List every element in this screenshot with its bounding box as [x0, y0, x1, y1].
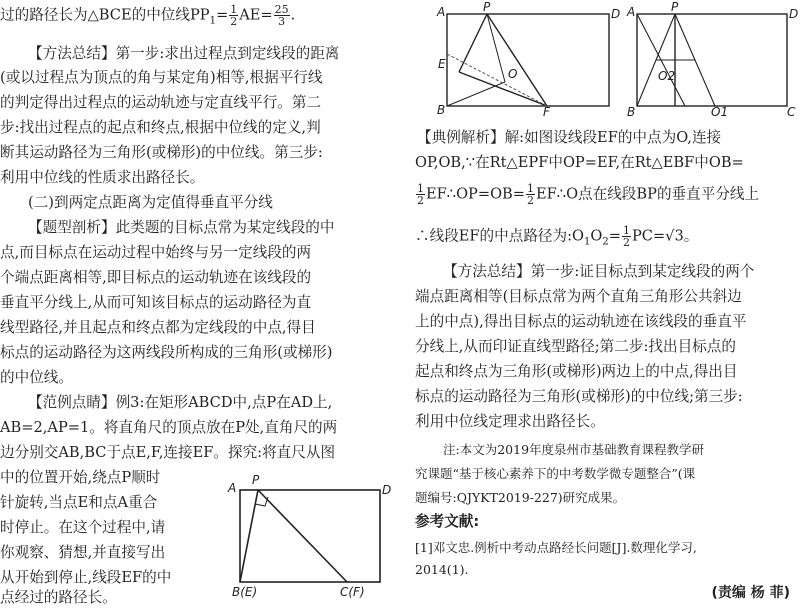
label-p: P [483, 2, 491, 14]
editor-credit: (责编 杨 菲) [711, 585, 790, 601]
note-line: 题编号:QJYKT2019-227)研究成果。 [415, 490, 626, 505]
fraction [274, 4, 290, 27]
ruler-edge [487, 14, 547, 106]
label-e: E [438, 57, 446, 71]
figure-rectangle-abcd [222, 472, 392, 602]
solution-result-line [415, 225, 698, 252]
analysis-line: 标点的运动路径为这两线段所构成的三角形(或梯形) [0, 344, 333, 361]
method-summary-line: 分线上,从而印证直线型路径;第二步:找出目标点的 [415, 338, 736, 355]
example-line: 中的位置开始,绕点P顺时 [0, 469, 161, 486]
denominator: 3 [278, 15, 286, 28]
fraction [229, 4, 238, 27]
method-summary-line: 端点距离相等(目标点常为两个直角三角形公共斜边 [415, 288, 742, 305]
text: AE= [239, 6, 273, 24]
denominator: 2 [622, 236, 630, 249]
numerator: 1 [417, 182, 424, 195]
method-summary-line: 的判定得出过程点的运动轨迹与定直线平行。第二 [0, 94, 322, 111]
note-line: 注:本文为2019年度泉州市基础教育课程教学研 [443, 442, 705, 457]
text: EF∴O点在线段BP的垂直平分线上 [536, 185, 760, 203]
label-b-e: B(E) [232, 585, 258, 599]
analysis-line: 个端点距离相等,即目标点的运动轨迹在该线段的 [0, 269, 312, 286]
section-heading: (二)到两定点距离为定值得垂直平分线 [28, 194, 273, 211]
label-p: P [252, 473, 260, 487]
reference-item: 2014(1). [415, 562, 469, 577]
label-d: D [789, 7, 799, 21]
label-d: D [611, 7, 620, 21]
reference-item: [1]邓文忠.例析中考动点路经长问题[J].数理化学习, [415, 540, 697, 555]
solution-line: 【典例解析】解:如图设线段EF的中点为O,连接 [417, 129, 722, 146]
method-summary-line: 【方法总结】第一步:求出过程点到定线段的距离 [28, 45, 340, 62]
example-line: 时停止。在这个过程中,请 [0, 519, 166, 536]
subscript: 2 [602, 236, 609, 248]
label-p: P [671, 2, 679, 14]
denominator: 2 [417, 194, 424, 207]
rectangle-outline [447, 14, 609, 106]
numerator: 25 [274, 3, 289, 16]
text: . [290, 6, 296, 24]
numerator: 1 [527, 182, 534, 195]
analysis-line: 点,而目标点在运动过程中始终与另一定线段的两 [0, 244, 312, 261]
auxiliary-line [447, 54, 547, 106]
label-b: B [627, 105, 636, 117]
label-a: A [627, 5, 636, 19]
method-summary-line: 【方法总结】第一步:证目标点到某定线段的两个 [443, 263, 755, 280]
analysis-line: 的中位线。 [0, 369, 73, 386]
label-c-f: C(F) [340, 585, 365, 599]
analysis-line: 【题型剖析】此类题的目标点常为某定线段的中 [28, 219, 335, 236]
ruler-edge-pf [258, 490, 347, 582]
method-summary-line: 步:找出过程点的起点和终点,根据中位线的定义,判 [0, 119, 321, 136]
label-o: O [508, 67, 518, 81]
figure-midpoint-path [625, 2, 800, 117]
label-d: D [382, 483, 392, 497]
text: O [590, 227, 603, 245]
subscript: 1 [584, 236, 591, 248]
denominator: 2 [527, 194, 534, 207]
method-summary-line: (或以过程点为顶点的角与某定角)相等,根据平行线 [0, 69, 323, 86]
segment-bo [447, 82, 505, 106]
solution-line: OP,OB,∵在Rt△EPF中OP=EF,在Rt△EBF中OB= [415, 154, 744, 171]
numerator: 1 [622, 224, 630, 237]
denominator: 2 [230, 15, 238, 28]
analysis-line: 线型路径,并且起点和终点都为定线段的中点,得目 [0, 319, 316, 336]
figure-ruler-rotation [435, 2, 620, 117]
solution-line-fractions [415, 183, 759, 206]
text: = [608, 227, 621, 245]
example-line: 针旋转,当点E和点A重合 [0, 494, 158, 511]
label-f: F [543, 105, 550, 117]
label-c: C [787, 105, 796, 117]
text: ∴线段EF的中点路径为:O [415, 227, 585, 245]
note-line: 究课题“基于核心素养下的中考数学微专题整合”(课 [415, 466, 696, 481]
method-summary-line: 断其运动路径为三角形(或梯形)的中位线。第三步: [0, 144, 323, 161]
segment-po [487, 14, 505, 82]
fraction [622, 225, 631, 248]
rectangle-outline [240, 490, 380, 582]
label-a: A [228, 481, 237, 495]
analysis-line: 垂直平分线上,从而可知该目标点的运动路径为直 [0, 294, 312, 311]
line-midline-result [0, 4, 295, 31]
fraction [416, 183, 425, 206]
example-line: 边分别交AB,BC于点E,F,连接EF。探究:将直尺从图 [0, 444, 336, 461]
example-line: 你观察、猜想,并直接写出 [0, 544, 166, 561]
label-a: A [437, 5, 446, 19]
text: 过的路径长为△BCE的中位线PP [0, 6, 210, 24]
label-b: B [437, 103, 446, 117]
text: = [216, 6, 229, 24]
ruler-edge [459, 14, 487, 72]
method-summary-line: 起点和终点为三角形(或梯形)两边上的中点,得出目 [415, 363, 738, 380]
label-o1: O1 [711, 105, 729, 117]
example-line: 【范例点睛】例3:在矩形ABCD中,点P在AD上, [28, 394, 333, 411]
segment-ef [459, 72, 547, 106]
text: EF∴OP=OB= [426, 185, 525, 203]
text: PC=√3。 [631, 227, 699, 245]
example-line: 点经过的路径长。 [0, 589, 117, 606]
method-summary-line: 上的中点),得出目标点的运动轨迹在该线段的垂直平 [415, 313, 747, 330]
subscript: 1 [209, 15, 216, 27]
example-line: 从开始到停止,线段EF的中 [0, 569, 172, 586]
fraction [526, 183, 535, 206]
method-summary-line: 利用中位线的性质求出路径长。 [0, 169, 205, 186]
method-summary-line: 利用中位线定理求出路径长。 [415, 413, 605, 430]
method-summary-line: 标点的运动路径为三角形(或梯形)的中位线;第三步: [415, 388, 743, 405]
example-line: AB=2,AP=1。将直角尺的顶点放在P处,直角尺的两 [0, 419, 338, 436]
numerator: 1 [230, 3, 238, 16]
label-o2: O2 [658, 69, 676, 83]
references-heading: 参考文献: [415, 513, 480, 530]
